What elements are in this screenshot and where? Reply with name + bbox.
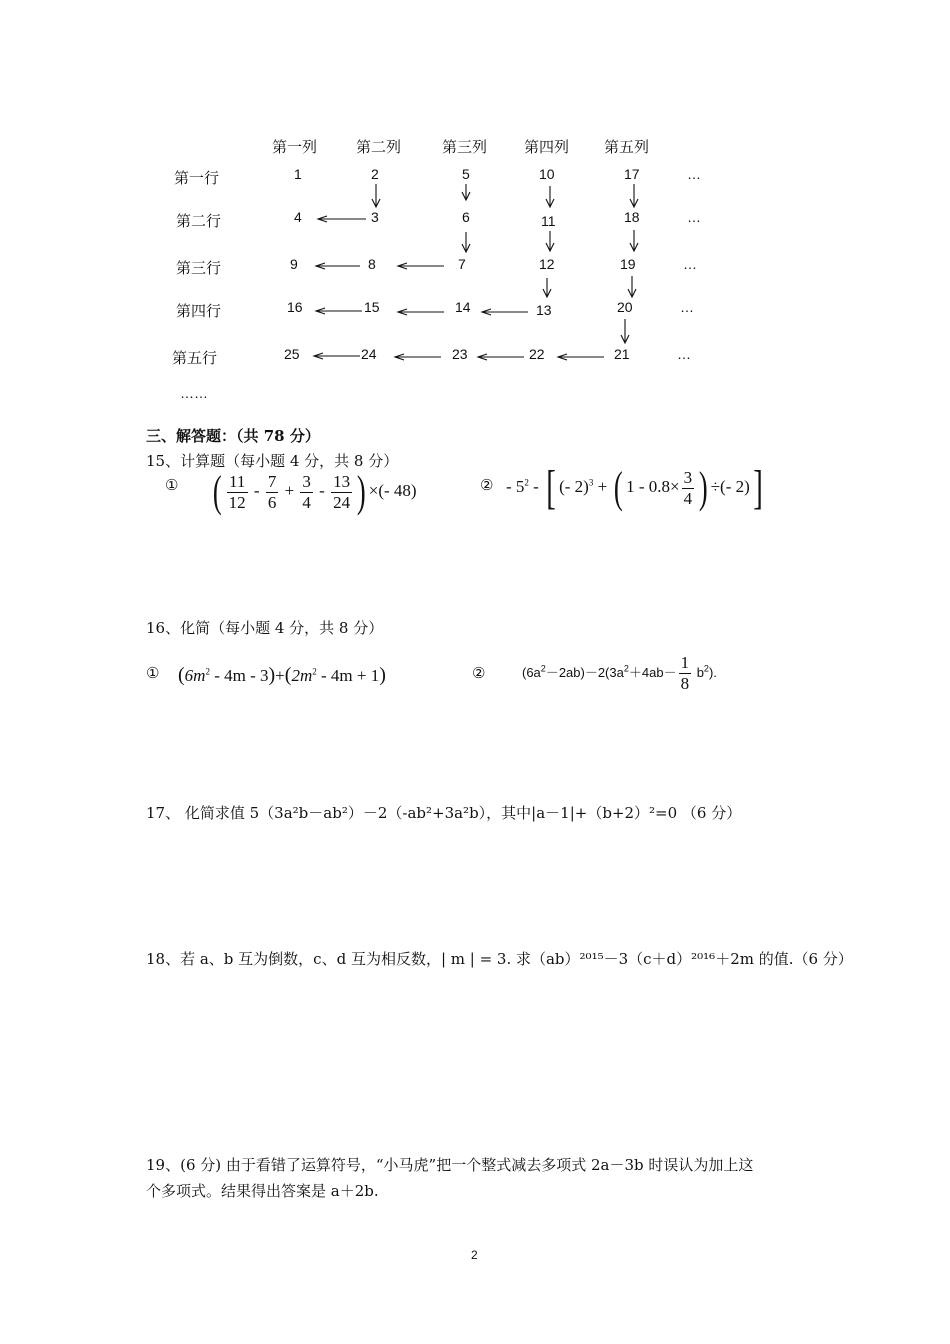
q19-line-1: 19、(6 分) 由于看错了运算符号，“小马虎”把一个整式减去多项式 2a－3b 时误认为加上这	[146, 1156, 754, 1174]
left-arrow-icon	[478, 354, 524, 360]
row-header-4: 第四行	[176, 302, 222, 320]
col-header-1: 第一列	[272, 138, 318, 156]
row-header-3: 第三行	[176, 259, 222, 277]
cell-r4c2: 15	[364, 299, 380, 315]
left-arrow-icon	[314, 353, 360, 359]
cell-r2c2: 3	[371, 209, 379, 225]
row-header-2: 第二行	[176, 212, 222, 230]
down-arrow-icon	[462, 232, 470, 252]
cell-r5c5: 21	[614, 346, 630, 362]
cell-r5c2: 24	[361, 346, 377, 362]
cell-r4c3: 14	[455, 299, 471, 315]
cell-r3c1: 9	[290, 256, 298, 272]
left-arrow-icon	[398, 309, 444, 315]
down-arrow-icon	[628, 276, 636, 297]
q19-line-2: 个多项式。结果得出答案是 a＋2b.	[146, 1182, 379, 1200]
down-arrow-icon	[543, 278, 551, 297]
cell-r5c1: 25	[284, 346, 300, 362]
q16-title: 16、化简（每小题 4 分，共 8 分）	[146, 619, 384, 637]
down-arrow-icon	[546, 186, 554, 207]
left-arrow-icon	[318, 216, 366, 222]
cell-r5c3: 23	[452, 346, 468, 362]
cell-r1c1: 1	[294, 166, 302, 182]
cell-r1c3: 5	[462, 166, 470, 182]
q16-marker-1: ①	[146, 664, 160, 682]
col-header-3: 第三列	[442, 138, 488, 156]
section-title: 三、解答题：（共 78 分）	[146, 427, 320, 445]
q16-marker-2: ②	[472, 664, 486, 682]
cell-r4c5: 20	[617, 299, 633, 315]
col-header-5: 第五列	[604, 138, 650, 156]
cell-r5-more: …	[677, 346, 691, 362]
cell-r2c4: 11	[541, 213, 556, 229]
down-arrow-icon	[621, 319, 629, 343]
col-header-4: 第四列	[524, 138, 570, 156]
cell-r2c3: 6	[462, 209, 470, 225]
cell-r1c5: 17	[624, 166, 640, 182]
down-arrow-icon	[372, 184, 380, 207]
table-ellipsis: ……	[180, 385, 208, 401]
q15-marker-1: ①	[165, 476, 179, 494]
cell-r2c5: 18	[624, 209, 640, 225]
down-arrow-icon	[546, 231, 554, 251]
row-header-1: 第一行	[174, 169, 220, 187]
cell-r2c1: 4	[294, 209, 302, 225]
cell-r4c1: 16	[287, 299, 303, 315]
left-arrow-icon	[398, 263, 444, 269]
left-arrow-icon	[316, 308, 362, 314]
cell-r2-more: …	[687, 209, 701, 225]
q16-expression-2: $(6a^2-2ab)-2(3a^2+4ab-$ $\frac{1}{8}$ $b^2$).	[522, 653, 717, 693]
q15-expression-1: ( $\frac{11}{12}$ - $\frac{7}{6}$ + $\frac{3}{4}$ - $\frac{13}{24}$ ) ×(- 48)	[212, 467, 417, 516]
row-header-5: 第五行	[172, 349, 218, 367]
cell-r3-more: …	[683, 256, 697, 272]
q15-expression-2: - $5^2$ - [ (- 2)$^3$ + ( 1 - 0.8× $\frac{3}{4}$ ) ÷(- 2)]	[506, 461, 763, 514]
down-arrow-icon	[630, 230, 638, 251]
down-arrow-icon	[630, 184, 638, 207]
cell-r3c4: 12	[539, 256, 555, 272]
cell-r1c4: 10	[539, 166, 555, 182]
cell-r5c4: 22	[529, 346, 545, 362]
down-arrow-icon	[462, 184, 470, 200]
left-arrow-icon	[558, 354, 604, 360]
cell-r3c2: 8	[368, 256, 376, 272]
page-number: 2	[471, 1248, 478, 1262]
left-arrow-icon	[482, 309, 528, 315]
cell-r1-more: …	[687, 166, 701, 182]
left-arrow-icon	[316, 263, 360, 269]
cell-r1c2: 2	[371, 166, 379, 182]
left-arrow-icon	[395, 354, 441, 360]
col-header-2: 第二列	[356, 138, 402, 156]
cell-r4-more: …	[680, 299, 694, 315]
arrows-layer	[0, 0, 950, 420]
cell-r3c3: 7	[458, 256, 466, 272]
q18-text: 18、若 a、b 互为倒数，c、d 互为相反数，| m | = 3. 求（ab）²⁰¹⁵－3（c＋d）²⁰¹⁶＋2m 的值.（6 分）	[146, 950, 853, 968]
q15-marker-2: ②	[480, 476, 494, 494]
q15-title: 15、计算题（每小题 4 分，共 8 分）	[146, 452, 399, 470]
cell-r3c5: 19	[620, 256, 636, 272]
q16-expression-1: $(6m^2 - 4m - 3)+(2m^2 - 4m + 1)$	[178, 664, 386, 686]
cell-r4c4: 13	[536, 302, 552, 318]
q17-text: 17、 化简求值 5（3a²b－ab²）－2（-ab²+3a²b），其中|a－1|+（b+2）²=0 （6 分）	[146, 804, 742, 822]
